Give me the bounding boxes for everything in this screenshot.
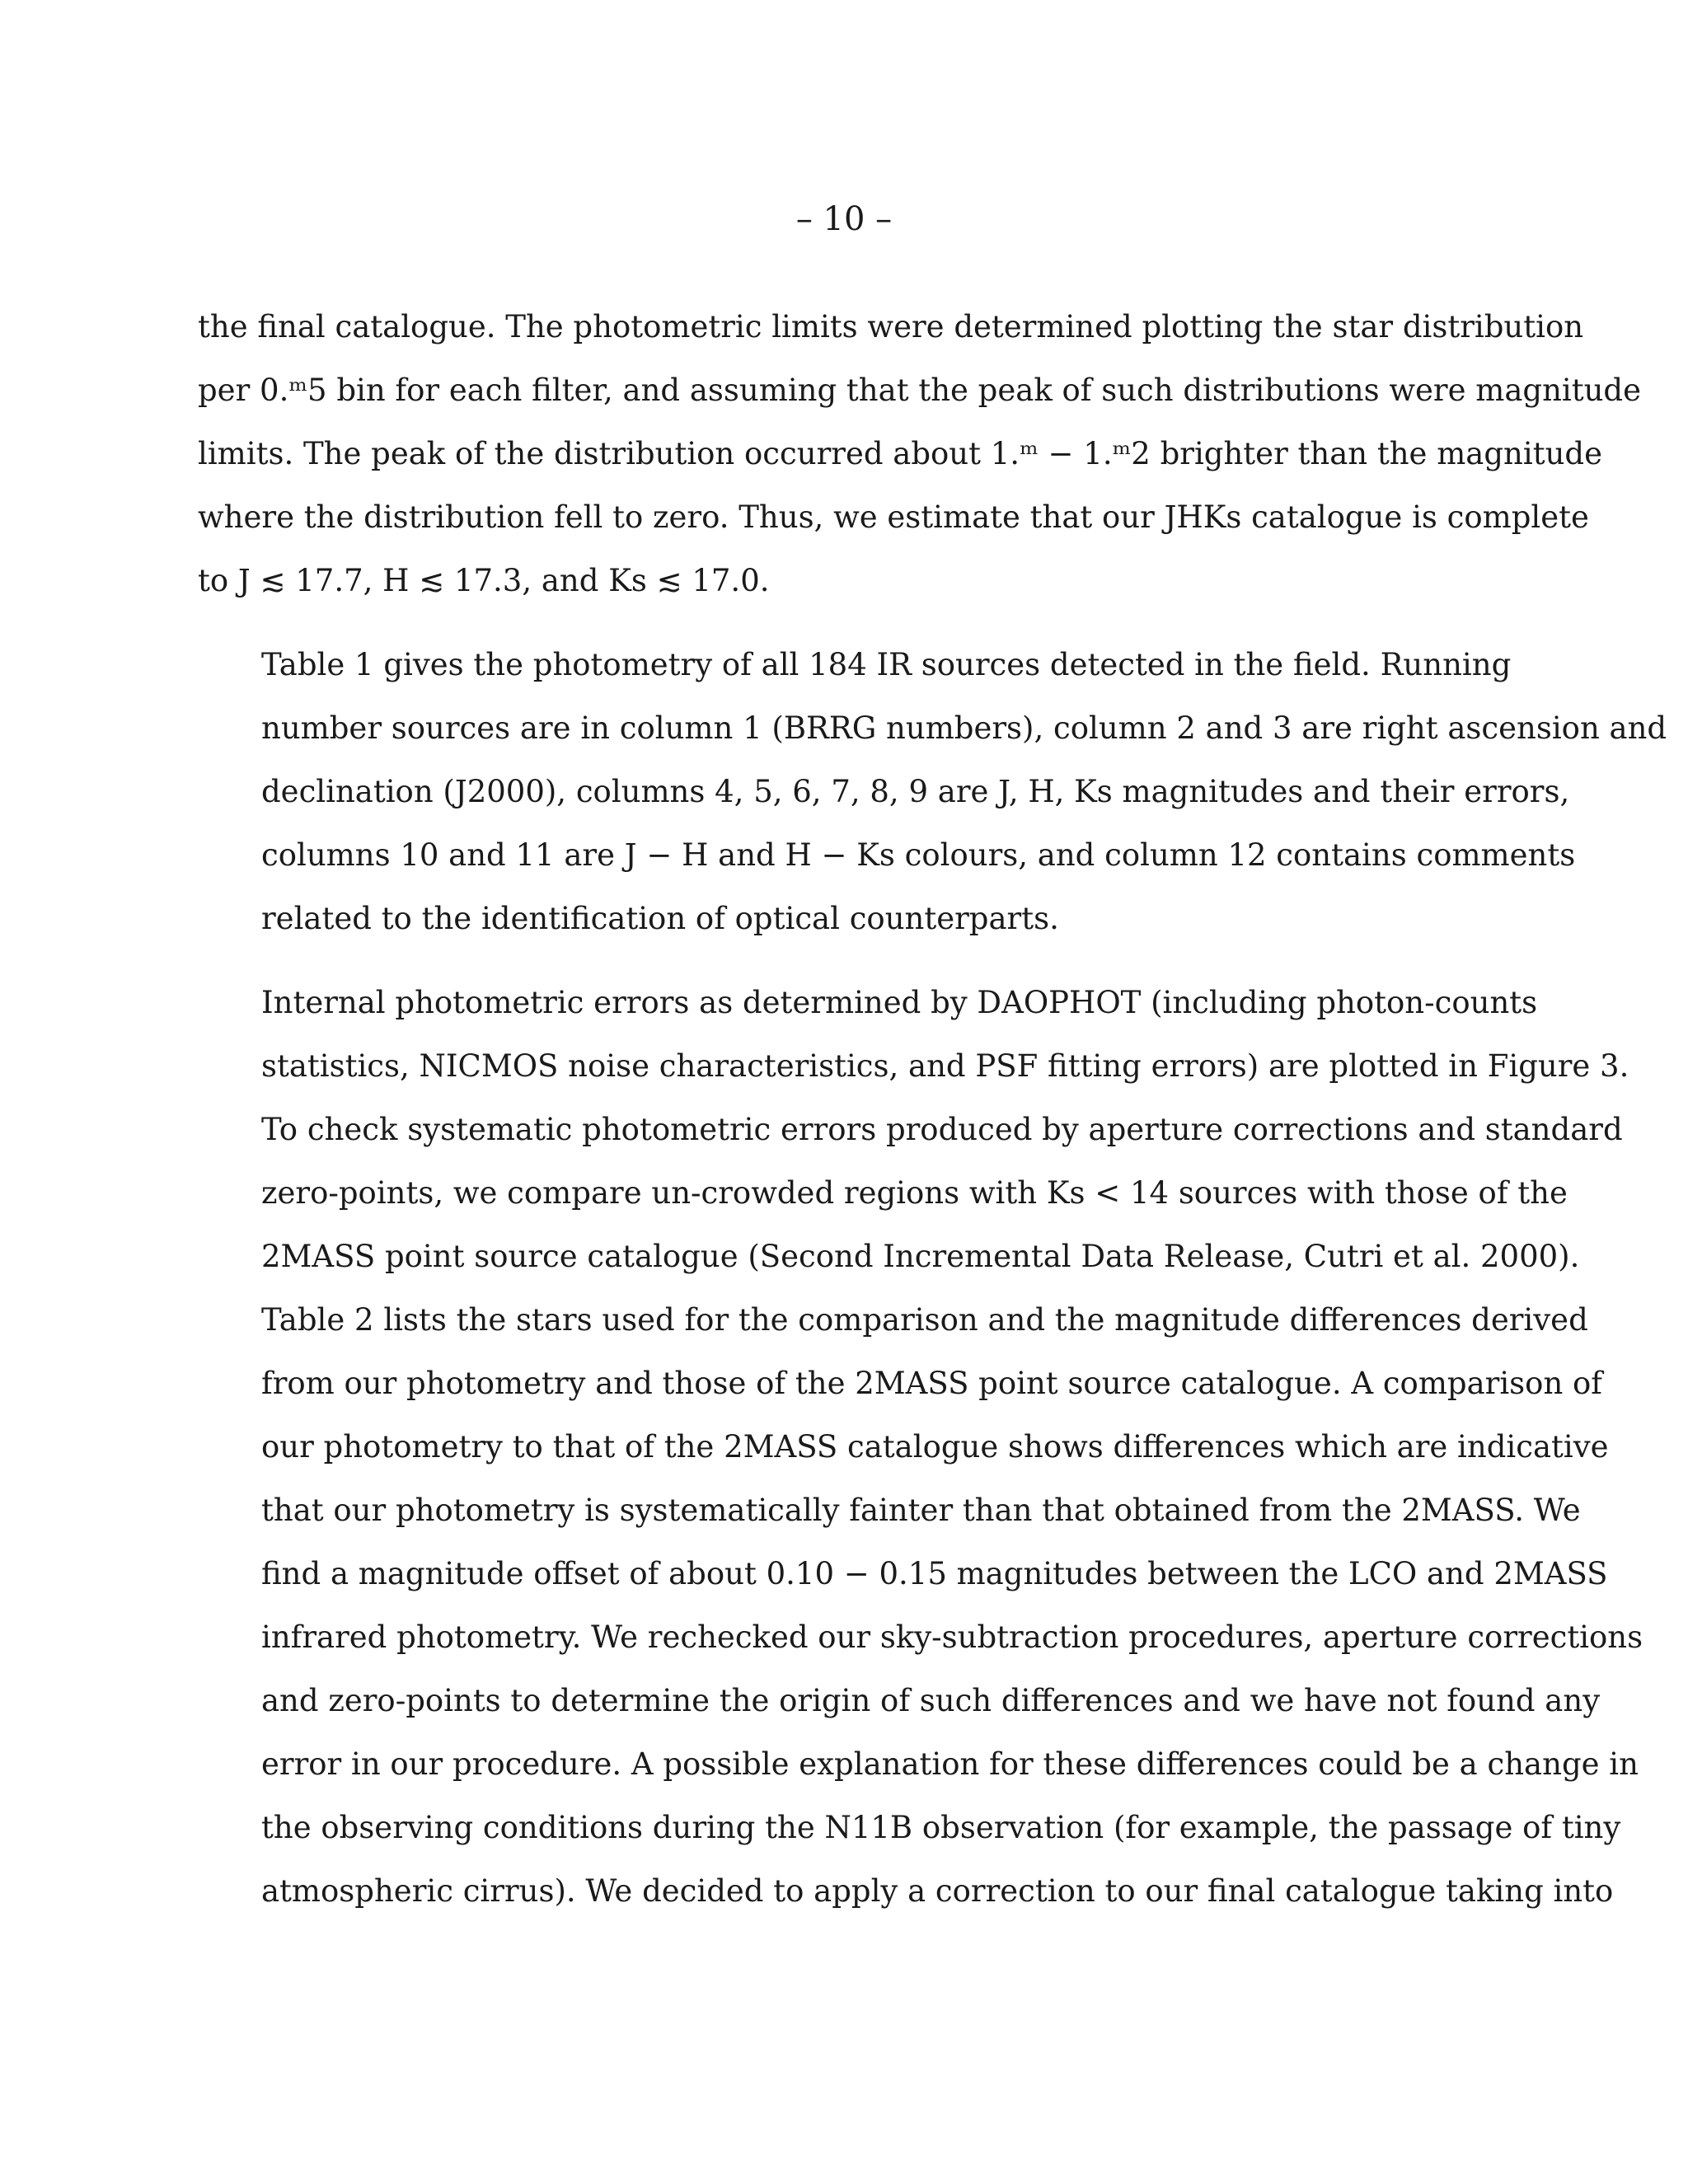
text-line: atmospheric cirrus). We decided to apply a correction to our final catalogue taking into: [261, 1873, 1614, 1909]
text-line: to J ≲ 17.7, H ≲ 17.3, and Ks ≲ 17.0.: [198, 563, 770, 598]
text-line: the observing conditions during the N11B observation (for example, the passage of tiny: [261, 1810, 1621, 1845]
page-body: [198, 295, 1667, 1943]
text-line: error in our procedure. A possible explanation for these differences could be a change in: [261, 1746, 1639, 1782]
text-line: limits. The peak of the distribution occurred about 1.ᵐ − 1.ᵐ2 brighter than the magnitude: [198, 436, 1602, 471]
text-line: Table 2 lists the stars used for the comparison and the magnitude differences derived: [261, 1302, 1588, 1338]
paragraph-photometric-errors: [198, 971, 1643, 1923]
text-line: from our photometry and those of the 2MASS point source catalogue. A comparison of: [261, 1366, 1603, 1401]
text-line: related to the identification of optical counterparts.: [261, 901, 1059, 936]
text-line: statistics, NICMOS noise characteristics, and PSF fitting errors) are plotted in Figure 3.: [261, 1048, 1629, 1084]
page-number: – 10 –: [795, 200, 893, 238]
text-line: zero-points, we compare un-crowded regions with Ks < 14 sources with those of the: [261, 1175, 1568, 1211]
paragraph-table-1-description: [198, 633, 1667, 950]
text-line: and zero-points to determine the origin of such differences and we have not found any: [261, 1683, 1601, 1718]
text-line: the final catalogue. The photometric limits were determined plotting the star distribution: [198, 309, 1584, 344]
text-line: Internal photometric errors as determined by DAOPHOT (including photon-counts: [261, 985, 1538, 1020]
text-line: infrared photometry. We rechecked our sky-subtraction procedures, aperture corrections: [261, 1619, 1643, 1655]
text-line: find a magnitude offset of about 0.10 − 0.15 magnitudes between the LCO and 2MASS: [261, 1556, 1608, 1591]
text-line: our photometry to that of the 2MASS catalogue shows differences which are indicative: [261, 1429, 1609, 1465]
text-line: Table 1 gives the photometry of all 184 IR sources detected in the field. Running: [261, 647, 1512, 682]
text-line: per 0.ᵐ5 bin for each filter, and assuming that the peak of such distributions were magnitude: [198, 373, 1642, 408]
text-line: declination (J2000), columns 4, 5, 6, 7, 8, 9 are J, H, Ks magnitudes and their errors,: [261, 774, 1570, 809]
text-line: number sources are in column 1 (BRRG numbers), column 2 and 3 are right ascension and: [261, 710, 1667, 746]
paragraph-completeness-limits: [198, 295, 1642, 612]
text-line: columns 10 and 11 are J − H and H − Ks colours, and column 12 contains comments: [261, 837, 1576, 873]
text-line: To check systematic photometric errors produced by aperture corrections and standard: [261, 1112, 1623, 1147]
text-line: that our photometry is systematically fainter than that obtained from the 2MASS. We: [261, 1493, 1581, 1528]
text-line: 2MASS point source catalogue (Second Incremental Data Release, Cutri et al. 2000).: [261, 1239, 1580, 1274]
text-line: where the distribution fell to zero. Thus, we estimate that our JHKs catalogue is complete: [198, 499, 1589, 535]
